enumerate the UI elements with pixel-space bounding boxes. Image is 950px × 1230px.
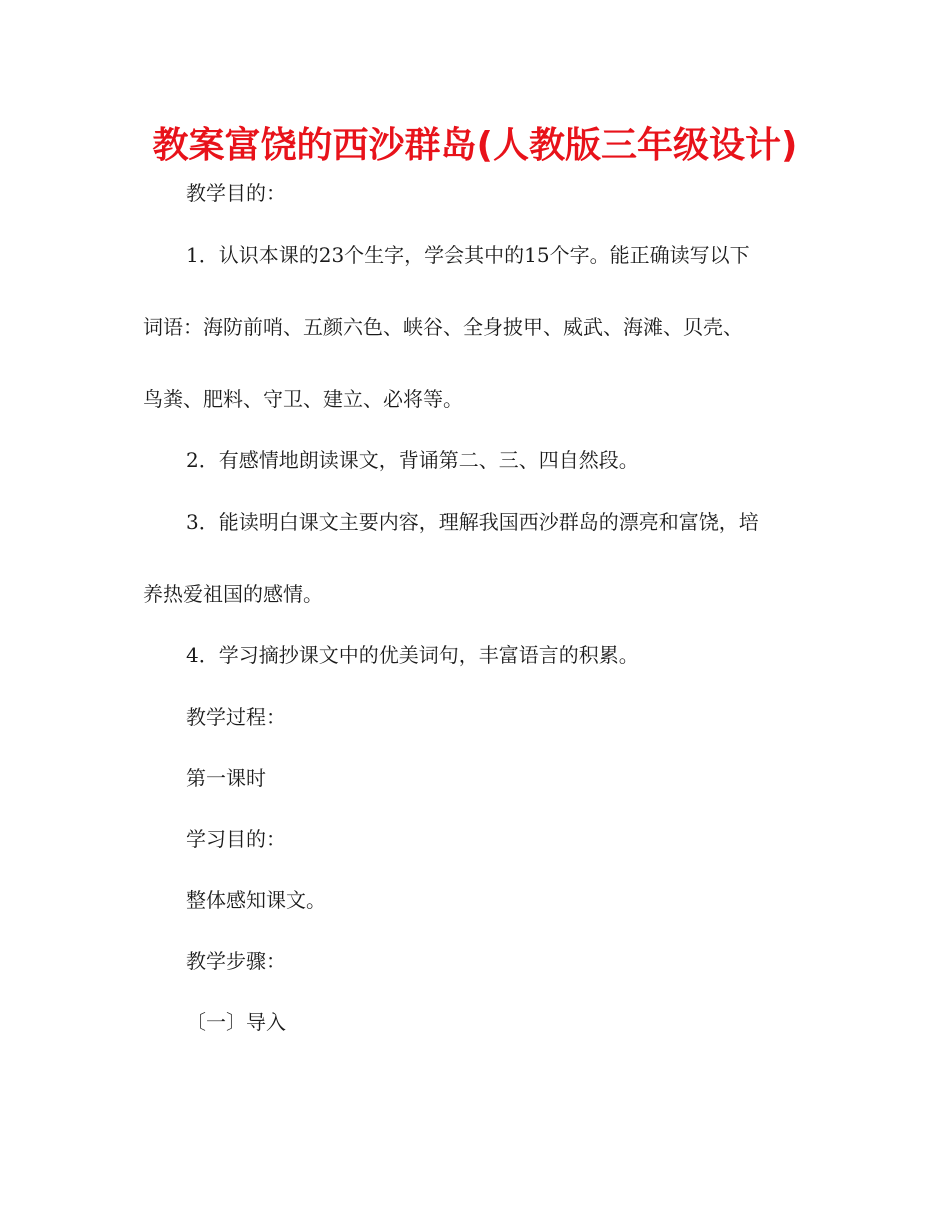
- paragraph-line: 1．认识本课的23个生字，学会其中的15个字。能正确读写以下: [186, 243, 750, 267]
- paragraph-line: 教学步骤：: [186, 949, 286, 973]
- paragraph-line: 词语：海防前哨、五颜六色、峡谷、全身披甲、威武、海滩、贝壳、: [143, 315, 743, 339]
- paragraph-line: 2．有感情地朗读课文，背诵第二、三、四自然段。: [186, 448, 639, 472]
- paragraph-line: 整体感知课文。: [186, 888, 326, 912]
- paragraph-line: 教学过程：: [186, 705, 286, 729]
- paragraph-line: 教学目的：: [186, 181, 286, 205]
- paragraph-line: 第一课时: [186, 766, 266, 790]
- paragraph-line: 4．学习摘抄课文中的优美词句，丰富语言的积累。: [186, 643, 639, 667]
- paragraph-line: 鸟粪、肥料、守卫、建立、必将等。: [143, 387, 463, 411]
- paragraph-line: 3．能读明白课文主要内容，理解我国西沙群岛的漂亮和富饶，培: [186, 510, 759, 534]
- paragraph-line: 养热爱祖国的感情。: [143, 582, 323, 606]
- paragraph-line: 学习目的：: [186, 827, 286, 851]
- document-title: 教案富饶的西沙群岛(人教版三年级设计): [152, 125, 798, 166]
- paragraph-line: 〔一〕导入: [186, 1010, 286, 1034]
